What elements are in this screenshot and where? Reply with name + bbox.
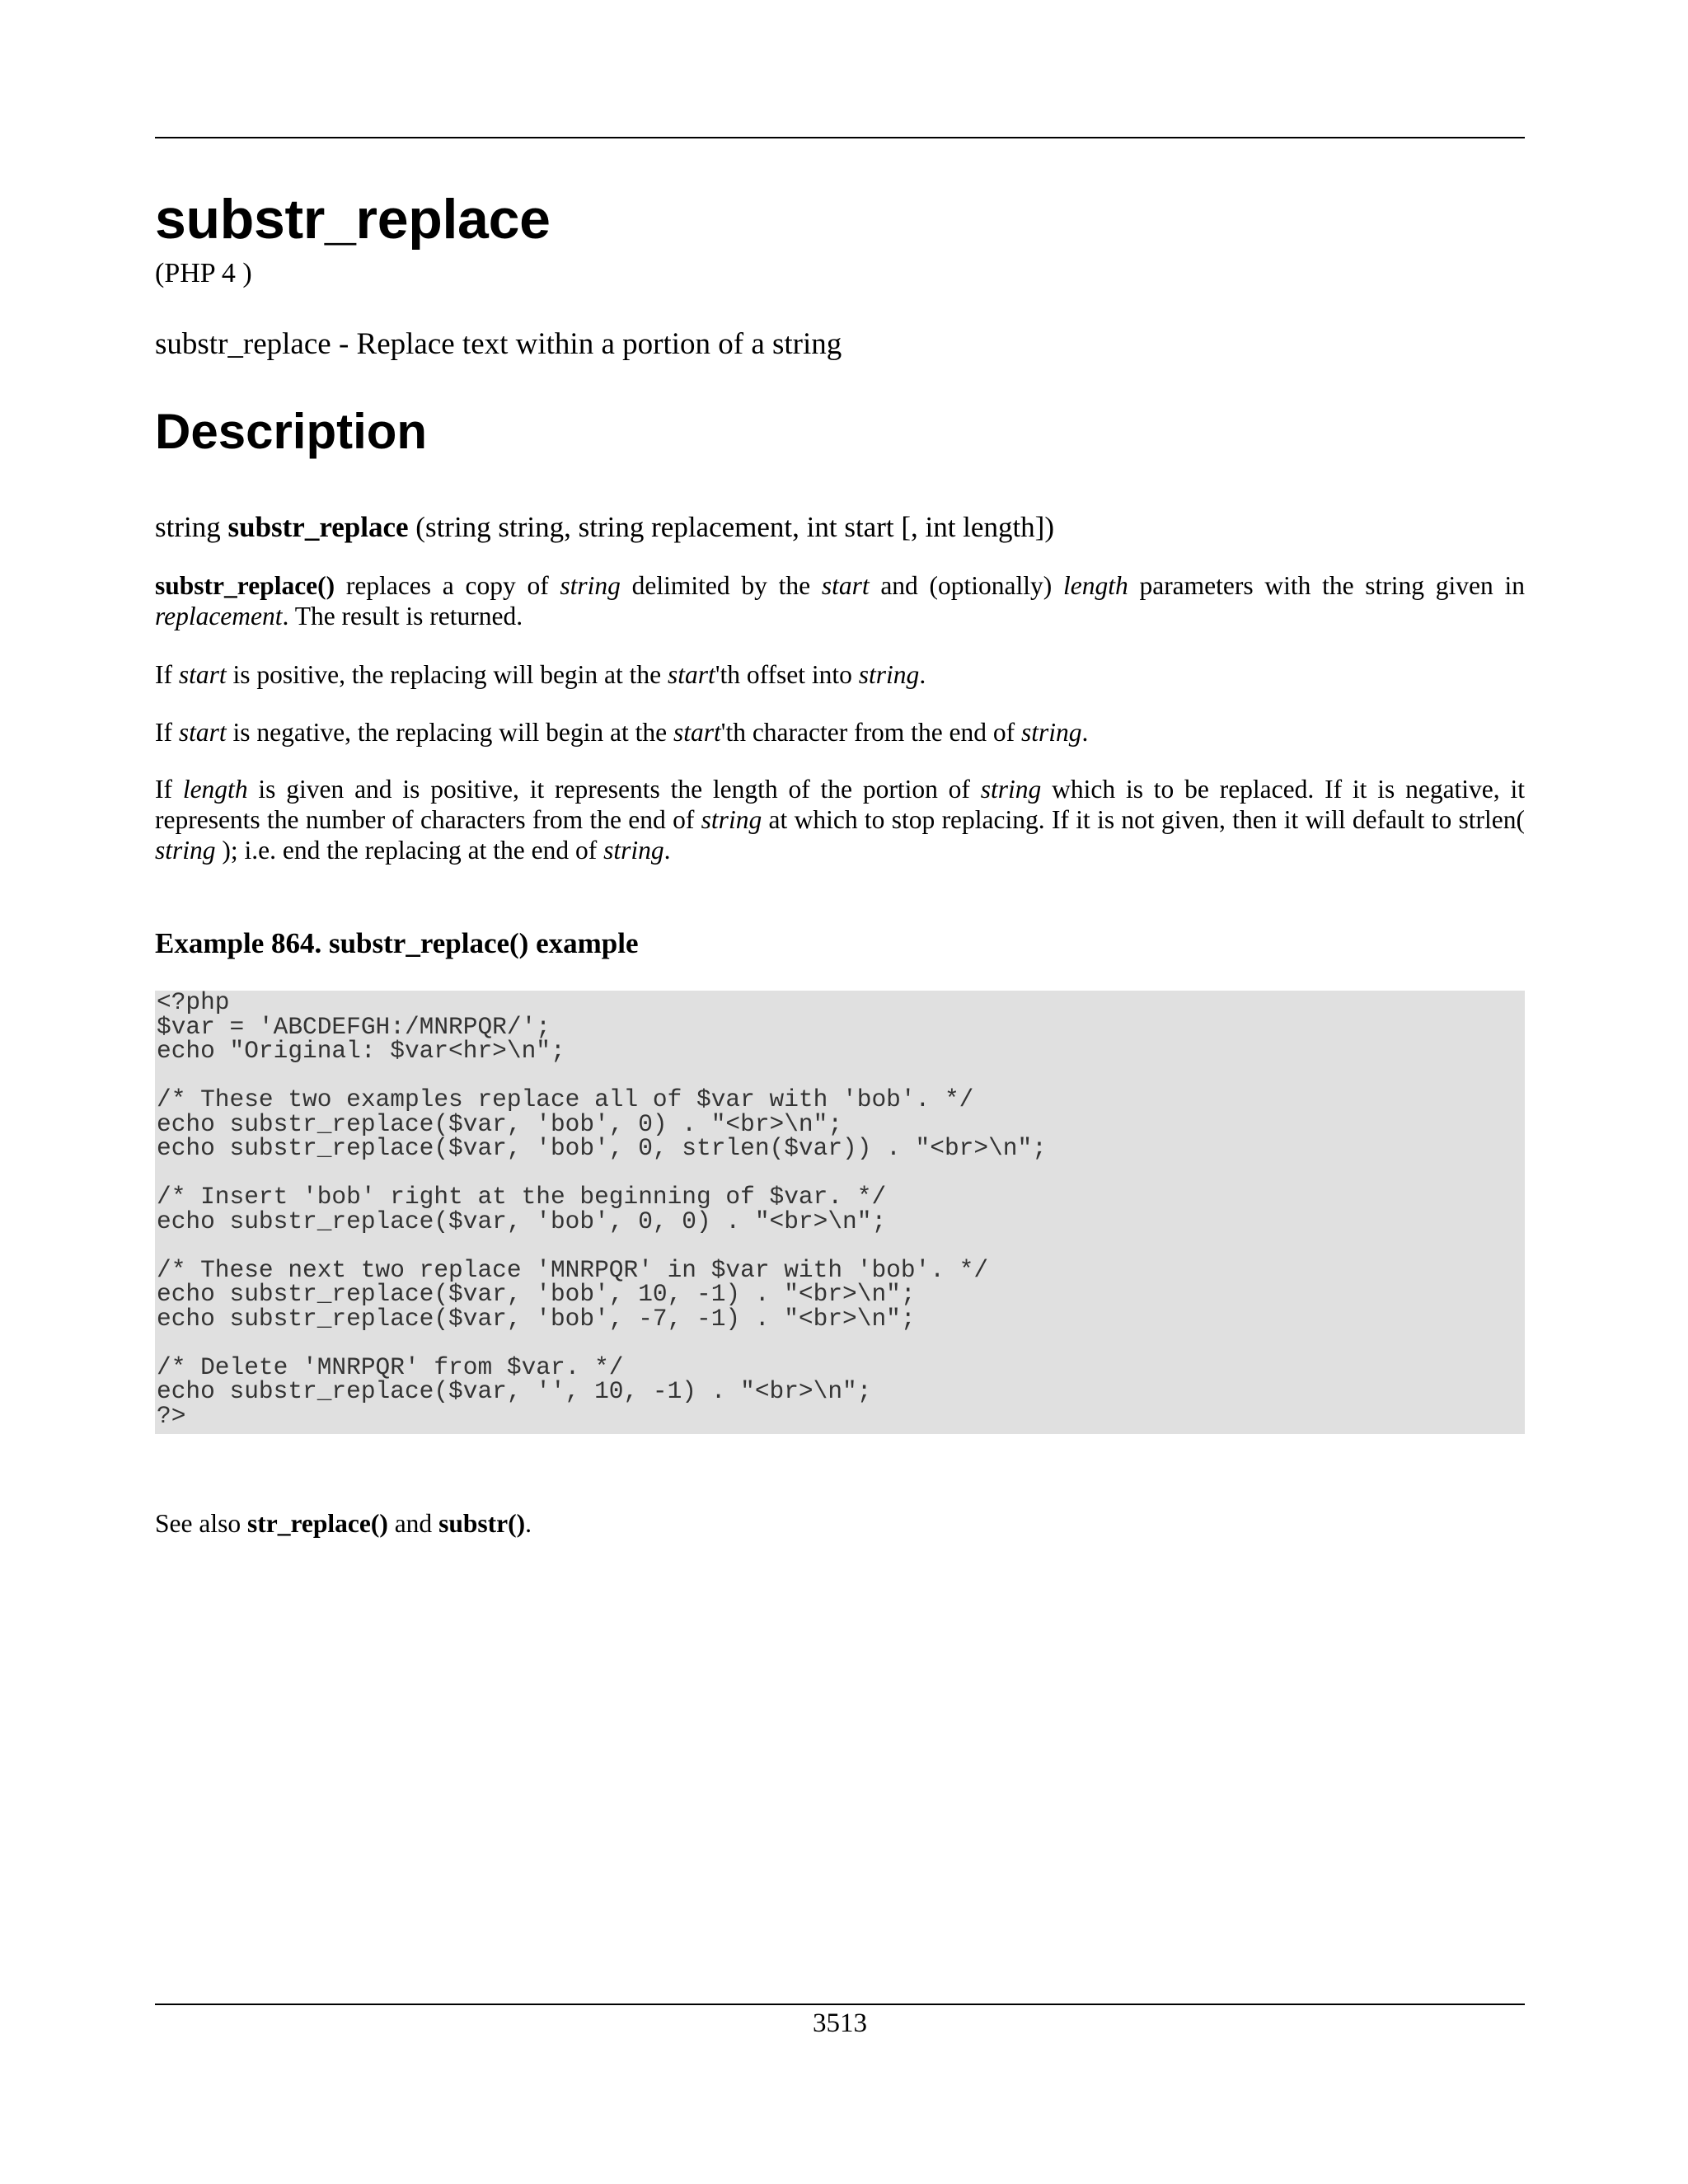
function-synopsis [155,509,1054,546]
function-purpose: substr_replace - Replace text within a portion of a string [155,327,842,361]
param-ref: string [560,571,621,600]
param-ref: string [858,660,920,689]
header-rule [155,137,1525,138]
page-number: 3513 [813,2008,867,2038]
description-paragraph-1: substr_replace() replaces a copy of string delimited by the start and (optionally) length parameters with the string given in replacement. The result is returned. [155,571,1525,630]
function-name-ref: substr_replace() [155,571,335,600]
param-ref: start [668,660,715,689]
synopsis-params: (string string, string replacement, int start [, int length]) [415,511,1054,543]
see-also: See also str_replace() and substr(). [155,1509,532,1538]
synopsis-function-name: substr_replace [227,511,409,543]
param-ref: replacement [155,602,283,630]
param-ref: start [178,718,227,747]
php-version: (PHP 4 ) [155,258,252,288]
section-heading-description: Description [155,404,428,459]
param-ref: start [673,718,721,747]
param-ref: string [701,805,762,834]
param-ref: start [178,660,227,689]
example-title: Example 864. substr_replace() example [155,927,639,959]
param-ref: start [821,571,870,600]
see-also-link-str-replace[interactable]: str_replace() [246,1509,388,1538]
param-ref: length [1062,571,1128,600]
code-example-block: <?php $var = 'ABCDEFGH:/MNRPQR/'; echo "Original: $var<hr>\n"; /* These two examples replace all of $var with 'bob'. */ echo substr_replace($var, 'bob', 0) . "<br>\n"; echo substr_replace($var, 'bob', 0, strlen($var)) . "<br>\n"; /* Insert 'bob' right at the beginning of $var. */ echo substr_replace($var, 'bob', 0, 0) . "<br>\n"; /* These next two replace 'MNRPQR' in $var with 'bob'. */ echo substr_replace($var, 'bob', 10, -1) . "<br>\n"; echo substr_replace($var, 'bob', -7, -1) . "<br>\n"; /* Delete 'MNRPQR' from $var. */ echo substr_replace($var, '', 10, -1) . "<br>\n"; ?> [155,991,1525,1434]
synopsis-return-type: string [155,511,221,543]
footer-rule [155,2004,1525,2005]
function-title: substr_replace [155,188,551,251]
param-ref: string [980,775,1042,804]
document-page [155,0,1525,2184]
param-ref: string [603,836,664,865]
see-also-link-substr[interactable]: substr() [438,1509,526,1538]
description-paragraph-3: If start is negative, the replacing will begin at the start'th character from the end of string. [155,718,1089,747]
param-ref: string [1021,718,1082,747]
description-paragraph-2: If start is positive, the replacing will begin at the start'th offset into string. [155,660,926,689]
description-paragraph-4: If length is given and is positive, it represents the length of the portion of string which is to be replaced. If it is negative, it represents the number of characters from the end of string at which to stop replacing. If it is not given, then it will default to strlen( string ); i.e. end the replacing at the end of string. [155,775,1526,865]
param-ref: length [182,775,248,804]
param-ref: string [155,836,216,865]
